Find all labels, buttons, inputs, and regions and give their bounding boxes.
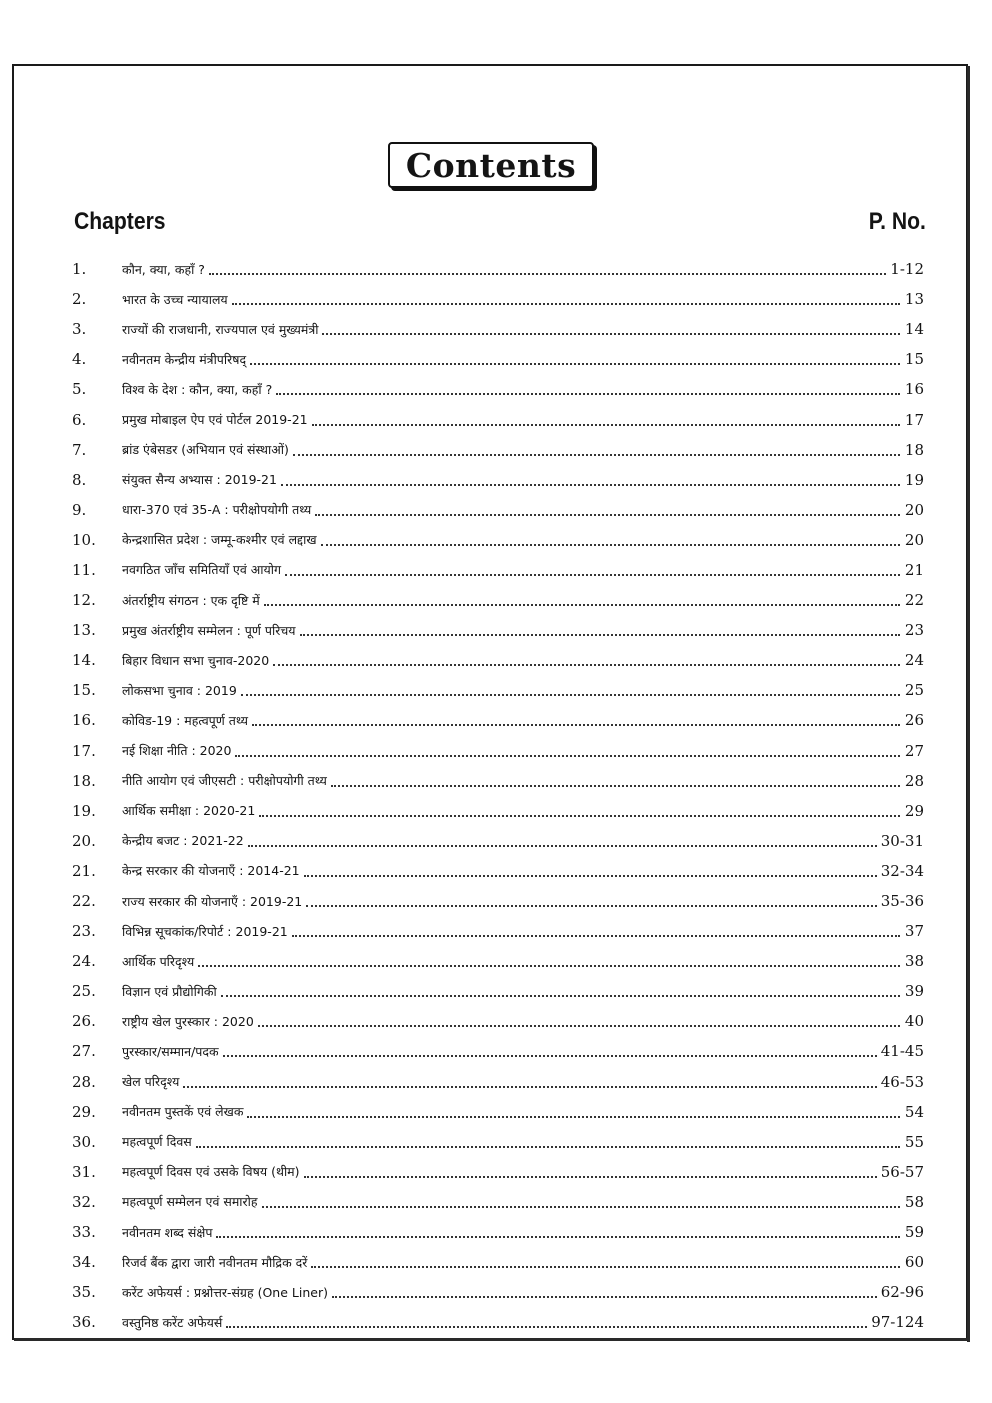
dot-leader xyxy=(241,694,900,696)
dot-leader xyxy=(264,604,900,606)
page-border-shadow-right xyxy=(967,66,970,1342)
entry-title: नवगठित जाँच समितियाँ एवं आयोग xyxy=(122,562,282,578)
dot-leader xyxy=(247,1116,900,1118)
toc-entry xyxy=(72,736,924,766)
entry-page-number: 39 xyxy=(904,982,924,1001)
entry-page-number: 97-124 xyxy=(871,1313,924,1332)
entry-page-number: 14 xyxy=(904,320,924,339)
entry-title: केन्द्र सरकार की योजनाएँ : 2014-21 xyxy=(122,863,300,879)
page-title: Contents xyxy=(405,145,577,185)
entry-title: महत्वपूर्ण दिवस xyxy=(122,1134,192,1150)
entry-title: कौन, क्या, कहाँ ? xyxy=(122,261,205,277)
entry-number: 29. xyxy=(72,1102,96,1121)
toc-entry xyxy=(72,1157,924,1187)
entry-page-number: 1-12 xyxy=(890,260,924,279)
entry-page-number: 30-31 xyxy=(880,831,924,850)
entry-page-number: 40 xyxy=(904,1012,924,1031)
entry-title: लोकसभा चुनाव : 2019 xyxy=(122,682,237,698)
entry-number: 30. xyxy=(72,1132,96,1151)
entry-number: 5. xyxy=(72,380,87,399)
toc-entry xyxy=(72,495,924,525)
toc-entry xyxy=(72,344,924,374)
dot-leader xyxy=(258,1025,900,1027)
entry-page-number: 20 xyxy=(904,500,924,519)
dot-leader xyxy=(235,755,900,757)
toc-entry xyxy=(72,1097,924,1127)
entry-page-number: 28 xyxy=(904,771,924,790)
dot-leader xyxy=(304,875,877,877)
entry-page-number: 38 xyxy=(904,952,924,971)
toc-entry xyxy=(72,645,924,675)
entry-number: 14. xyxy=(72,651,96,670)
entry-title: नीति आयोग एवं जीएसटी : परीक्षोपयोगी तथ्य xyxy=(122,773,327,789)
dot-leader xyxy=(262,1206,900,1208)
entry-number: 32. xyxy=(72,1192,96,1211)
dot-leader xyxy=(285,574,900,576)
entry-title: विश्व के देश : कौन, क्या, कहाँ ? xyxy=(122,381,273,397)
dot-leader xyxy=(315,514,900,516)
entry-page-number: 21 xyxy=(904,560,924,579)
toc-entry xyxy=(72,435,924,465)
entry-page-number: 17 xyxy=(904,410,924,429)
entry-number: 23. xyxy=(72,922,96,941)
entry-title: प्रमुख अंतर्राष्ट्रीय सम्मेलन : पूर्ण परिचय xyxy=(122,622,296,638)
entry-title: विज्ञान एवं प्रौद्योगिकी xyxy=(122,983,217,999)
entry-number: 28. xyxy=(72,1072,96,1091)
entry-page-number: 24 xyxy=(904,651,924,670)
dot-leader xyxy=(273,664,900,666)
entry-title: नई शिक्षा नीति : 2020 xyxy=(122,743,232,759)
entry-page-number: 41-45 xyxy=(880,1042,924,1061)
toc-entry xyxy=(72,1006,924,1036)
toc-entry xyxy=(72,1187,924,1217)
dot-leader xyxy=(216,1236,900,1238)
chapters-heading: Chapters xyxy=(74,208,166,235)
entry-page-number: 59 xyxy=(904,1223,924,1242)
entry-page-number: 37 xyxy=(904,922,924,941)
entry-number: 13. xyxy=(72,621,96,640)
toc-entry xyxy=(72,555,924,585)
entry-page-number: 18 xyxy=(904,440,924,459)
contents-title-box xyxy=(388,142,594,188)
entry-title: केन्द्रीय बजट : 2021-22 xyxy=(122,833,244,849)
toc-entry xyxy=(72,916,924,946)
dot-leader xyxy=(293,454,900,456)
entry-page-number: 13 xyxy=(904,290,924,309)
entry-title: पुरस्कार/सम्मान/पदक xyxy=(122,1043,219,1059)
dot-leader xyxy=(311,1266,900,1268)
page-border-shadow-bottom xyxy=(14,1338,970,1341)
dot-leader xyxy=(332,1296,877,1298)
entry-number: 31. xyxy=(72,1162,96,1181)
dot-leader xyxy=(312,424,900,426)
entry-title: नवीनतम शब्द संक्षेप xyxy=(122,1224,213,1240)
entry-title: केन्द्रशासित प्रदेश : जम्मू-कश्मीर एवं लद्दाख xyxy=(122,532,317,548)
entry-number: 10. xyxy=(72,530,96,549)
entry-page-number: 15 xyxy=(904,350,924,369)
entry-number: 27. xyxy=(72,1042,96,1061)
entry-number: 15. xyxy=(72,681,96,700)
toc-entry xyxy=(72,1247,924,1277)
entry-title: प्रमुख मोबाइल ऐप एवं पोर्टल 2019-21 xyxy=(122,412,308,428)
dot-leader xyxy=(252,724,900,726)
toc-entry xyxy=(72,1307,924,1337)
entry-title: महत्वपूर्ण सम्मेलन एवं समारोह xyxy=(122,1194,258,1210)
entry-title: बिहार विधान सभा चुनाव-2020 xyxy=(122,652,270,668)
entry-page-number: 35-36 xyxy=(880,892,924,911)
entry-page-number: 32-34 xyxy=(880,861,924,880)
entry-number: 19. xyxy=(72,801,96,820)
dot-leader xyxy=(250,363,900,365)
dot-leader xyxy=(259,815,900,817)
dot-leader xyxy=(198,965,900,967)
table-of-contents xyxy=(72,254,924,1337)
dot-leader xyxy=(223,1055,877,1057)
dot-leader xyxy=(276,393,900,395)
entry-number: 1. xyxy=(72,260,87,279)
entry-title: भारत के उच्च न्यायालय xyxy=(122,291,228,307)
entry-number: 22. xyxy=(72,892,96,911)
toc-entry xyxy=(72,766,924,796)
toc-entry xyxy=(72,1036,924,1066)
entry-title: वस्तुनिष्ठ करेंट अफेयर्स xyxy=(122,1314,223,1330)
toc-entry xyxy=(72,374,924,404)
dot-leader xyxy=(221,995,900,997)
entry-title: संयुक्त सैन्य अभ्यास : 2019-21 xyxy=(122,472,277,488)
entry-page-number: 56-57 xyxy=(880,1162,924,1181)
toc-entry xyxy=(72,465,924,495)
entry-number: 21. xyxy=(72,861,96,880)
entry-title: कोविड-19 : महत्वपूर्ण तथ्य xyxy=(122,712,248,728)
toc-entry xyxy=(72,856,924,886)
toc-entry xyxy=(72,1067,924,1097)
toc-entry xyxy=(72,404,924,434)
entry-title: धारा-370 एवं 35-A : परीक्षोपयोगी तथ्य xyxy=(122,502,312,518)
entry-title: ब्रांड एंबेसडर (अभियान एवं संस्थाओं) xyxy=(122,442,289,458)
entry-page-number: 27 xyxy=(904,741,924,760)
entry-page-number: 16 xyxy=(904,380,924,399)
entry-page-number: 58 xyxy=(904,1192,924,1211)
entry-page-number: 55 xyxy=(904,1132,924,1151)
toc-entry xyxy=(72,1217,924,1247)
entry-page-number: 23 xyxy=(904,621,924,640)
toc-entry xyxy=(72,525,924,555)
dot-leader xyxy=(209,273,886,275)
toc-entry xyxy=(72,585,924,615)
entry-number: 20. xyxy=(72,831,96,850)
dot-leader xyxy=(331,785,900,787)
toc-entry xyxy=(72,705,924,735)
entry-title: रिजर्व बैंक द्वारा जारी नवीनतम मौद्रिक दरें xyxy=(122,1254,308,1270)
entry-number: 12. xyxy=(72,591,96,610)
dot-leader xyxy=(304,1176,877,1178)
entry-number: 17. xyxy=(72,741,96,760)
toc-entry xyxy=(72,615,924,645)
dot-leader xyxy=(321,544,900,546)
entry-number: 7. xyxy=(72,440,87,459)
entry-number: 35. xyxy=(72,1283,96,1302)
entry-title: अंतर्राष्ट्रीय संगठन : एक दृष्टि में xyxy=(122,592,260,608)
dot-leader xyxy=(232,303,900,305)
entry-number: 34. xyxy=(72,1253,96,1272)
entry-page-number: 54 xyxy=(904,1102,924,1121)
entry-page-number: 29 xyxy=(904,801,924,820)
entry-number: 26. xyxy=(72,1012,96,1031)
toc-entry xyxy=(72,796,924,826)
entry-page-number: 25 xyxy=(904,681,924,700)
entry-page-number: 19 xyxy=(904,470,924,489)
entry-page-number: 60 xyxy=(904,1253,924,1272)
toc-entry xyxy=(72,675,924,705)
entry-number: 4. xyxy=(72,350,87,369)
toc-entry xyxy=(72,254,924,284)
dot-leader xyxy=(292,935,900,937)
dot-leader xyxy=(306,905,876,907)
entry-number: 2. xyxy=(72,290,87,309)
toc-entry xyxy=(72,976,924,1006)
entry-title: नवीनतम केन्द्रीय मंत्रीपरिषद् xyxy=(122,351,247,367)
toc-entry xyxy=(72,1277,924,1307)
entry-number: 9. xyxy=(72,500,87,519)
toc-entry xyxy=(72,946,924,976)
entry-number: 18. xyxy=(72,771,96,790)
entry-number: 8. xyxy=(72,470,87,489)
entry-number: 25. xyxy=(72,982,96,1001)
entry-title: राज्य सरकार की योजनाएँ : 2019-21 xyxy=(122,893,303,909)
entry-page-number: 26 xyxy=(904,711,924,730)
entry-title: राष्ट्रीय खेल पुरस्कार : 2020 xyxy=(122,1013,254,1029)
toc-entry xyxy=(72,886,924,916)
page-number-heading: P. No. xyxy=(868,208,926,235)
entry-title: आर्थिक समीक्षा : 2020-21 xyxy=(122,803,256,819)
dot-leader xyxy=(196,1146,900,1148)
entry-page-number: 22 xyxy=(904,591,924,610)
entry-title: आर्थिक परिदृश्य xyxy=(122,953,195,969)
entry-number: 16. xyxy=(72,711,96,730)
toc-entry xyxy=(72,826,924,856)
entry-number: 3. xyxy=(72,320,87,339)
entry-number: 6. xyxy=(72,410,87,429)
entry-page-number: 62-96 xyxy=(880,1283,924,1302)
dot-leader xyxy=(300,634,900,636)
entry-title: खेल परिदृश्य xyxy=(122,1074,180,1090)
entry-number: 11. xyxy=(72,560,96,579)
entry-title: नवीनतम पुस्तकें एवं लेखक xyxy=(122,1104,244,1120)
entry-title: विभिन्न सूचकांक/रिपोर्ट : 2019-21 xyxy=(122,923,288,939)
dot-leader xyxy=(183,1086,876,1088)
toc-entry xyxy=(72,284,924,314)
toc-entry xyxy=(72,314,924,344)
dot-leader xyxy=(281,484,900,486)
entry-title: करेंट अफेयर्स : प्रश्नोत्तर-संग्रह (One Liner) xyxy=(122,1284,328,1300)
toc-entry xyxy=(72,1127,924,1157)
entry-number: 36. xyxy=(72,1313,96,1332)
entry-page-number: 20 xyxy=(904,530,924,549)
entry-title: राज्यों की राजधानी, राज्यपाल एवं मुख्यमंत्री xyxy=(122,321,319,337)
entry-number: 24. xyxy=(72,952,96,971)
dot-leader xyxy=(322,333,900,335)
entry-number: 33. xyxy=(72,1223,96,1242)
entry-title: महत्वपूर्ण दिवस एवं उसके विषय (थीम) xyxy=(122,1164,300,1180)
entry-page-number: 46-53 xyxy=(880,1072,924,1091)
dot-leader xyxy=(226,1326,867,1328)
dot-leader xyxy=(248,845,877,847)
